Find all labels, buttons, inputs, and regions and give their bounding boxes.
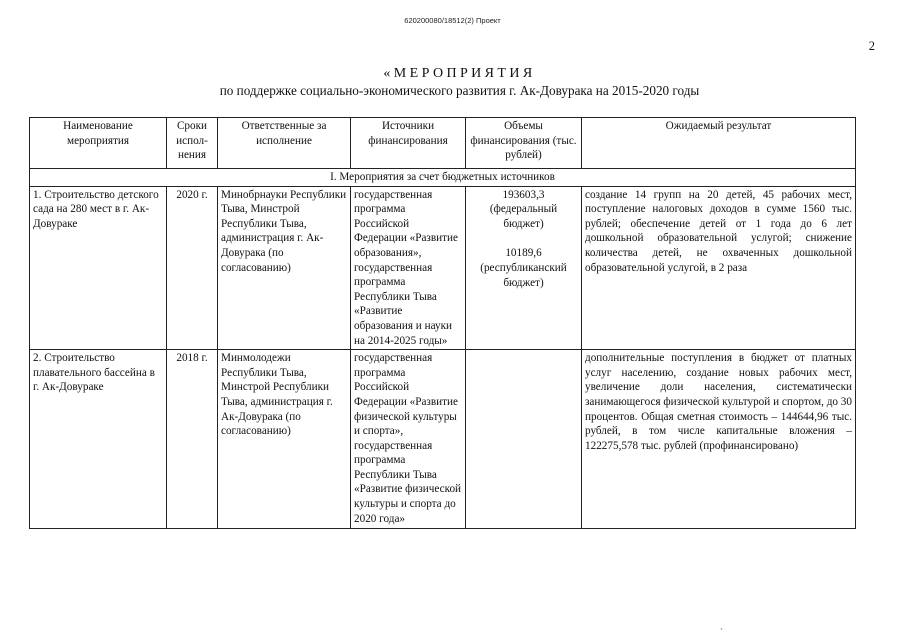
row-name: 1. Строительство детского сада на 280 мест в г. Ак-Довураке bbox=[30, 186, 167, 350]
document-id: 620200080/18512(2) Проект bbox=[404, 16, 501, 25]
page-number: 2 bbox=[868, 39, 875, 53]
header-sources: Источники финансирования bbox=[351, 118, 466, 169]
row-result: дополнительные поступления в бюджет от платных услуг населению, создание новых рабочих мест, увеличение доли населения, систематически занимающегося физической культурой и спортом, до 30 процентов. Общая сметная стоимость – 144644,96 тыс. рублей, в том числе капитальные вложения – 122275,578 тыс. рублей (профинансировано) bbox=[582, 350, 856, 529]
scan-mark: ` bbox=[720, 627, 723, 637]
row-term: 2020 г. bbox=[167, 186, 218, 350]
header-result: Ожидаемый результат bbox=[582, 118, 856, 169]
volume-federal: 193603,3 (федеральный бюджет) bbox=[489, 188, 558, 230]
row-result: создание 14 групп на 20 детей, 45 рабочих мест, поступление налоговых доходов в сумме 1560 тыс. рублей; обеспечение детей от 1 года до 6 лет дошкольной образовательной услугой; снижение количества детей, не охваченных дошкольной образовательной услугой, в 2 раза bbox=[582, 186, 856, 350]
section-row bbox=[30, 169, 856, 187]
row-sources: государственная программа Российской Федерации «Развитие физической культуры и спорта», государственная программа Республики Тыва «Развитие физической культуры и спорта до 2020 года» bbox=[351, 350, 466, 529]
header-responsible: Ответственные за исполнение bbox=[218, 118, 351, 169]
volume-republic: 10189,6 (республиканский бюджет) bbox=[480, 247, 567, 289]
measures-table bbox=[29, 117, 856, 529]
page-title: «МЕРОПРИЯТИЯ bbox=[383, 66, 536, 81]
row-volumes bbox=[466, 350, 582, 529]
page-subtitle: по поддержке социально-экономического развития г. Ак-Довурака на 2015-2020 годы bbox=[219, 83, 700, 98]
header-term: Сроки испол-нения bbox=[167, 118, 218, 169]
row-name: 2. Строительство плавательного бассейна в г. Ак-Довураке bbox=[30, 350, 167, 529]
header-volumes: Объемы финансирования (тыс. рублей) bbox=[466, 118, 582, 169]
row-volumes bbox=[466, 186, 582, 350]
table-row bbox=[30, 186, 856, 350]
row-term: 2018 г. bbox=[167, 350, 218, 529]
section-title: I. Мероприятия за счет бюджетных источников bbox=[30, 169, 856, 187]
table-row bbox=[30, 350, 856, 529]
table-header-row bbox=[30, 118, 856, 169]
row-sources: государственная программа Российской Федерации «Развитие образования», государственная программа Республики Тыва «Развитие образования и науки на 2014-2025 годы» bbox=[351, 186, 466, 350]
row-responsible: Минобрнауки Республики Тыва, Минстрой Республики Тыва, администрация г. Ак-Довурака (по согласованию) bbox=[218, 186, 351, 350]
header-name: Наименование мероприятия bbox=[30, 118, 167, 169]
row-responsible: Минмолодежи Республики Тыва, Минстрой Республики Тыва, администрация г. Ак-Довурака (по согласованию) bbox=[218, 350, 351, 529]
